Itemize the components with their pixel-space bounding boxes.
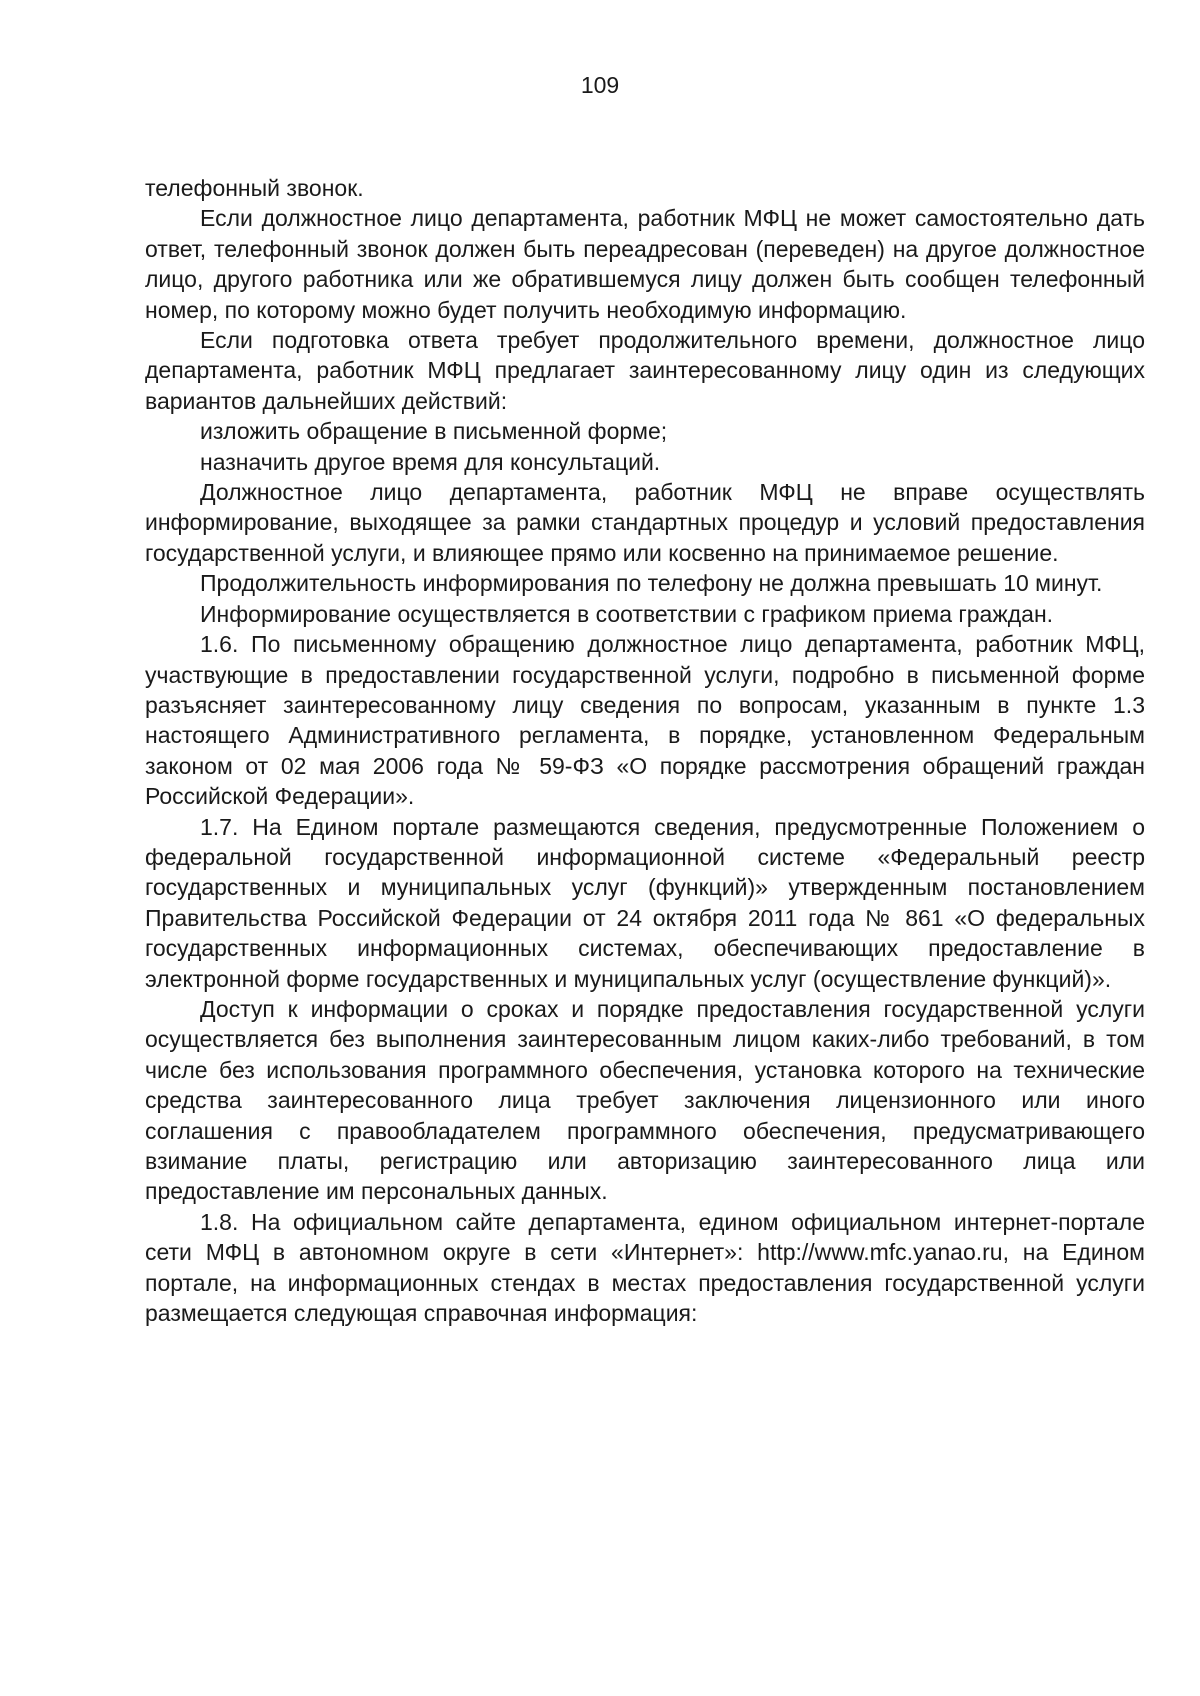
- paragraph-section-1-7: 1.7. На Едином портале размещаются сведения, предусмотренные Положением о федеральной государственной информационной системе «Федеральный реестр государственных и муниципальных услуг (функций)» утвержденным постановлением Правительства Российской Федерации от 24 октября 2011 года № 861 «О федеральных государственных информационных системах, обеспечивающих предоставление в электронной форме государственных и муниципальных услуг (осуществление функций)».: [145, 813, 1145, 992]
- paragraph-long-preparation: Если подготовка ответа требует продолжительного времени, должностное лицо департамента, работник МФЦ предлагает заинтересованному лицу один из следующих вариантов дальнейших действий:: [145, 327, 1145, 414]
- paragraph-option-written: изложить обращение в письменной форме;: [200, 418, 668, 445]
- paragraph-section-1-8: 1.8. На официальном сайте департамента, едином официальном интернет-портале сети МФЦ в автономном округе в сети «Интернет»: http://www.mfc.yanao.ru, на Едином портале, на информационных стендах в местах предоставления государственной услуги размещается следующая справочная информация:: [145, 1208, 1145, 1327]
- paragraph-call-duration: Продолжительность информирования по телефону не должна превышать 10 минут.: [200, 570, 1103, 597]
- paragraph-schedule: Информирование осуществляется в соответствии с графиком приема граждан.: [200, 600, 1054, 627]
- paragraph-free-access: Доступ к информации о сроках и порядке предоставления государственной услуги осуществляется без выполнения заинтересованным лицом каких-либо требований, в том числе без использования программного обеспечения, установка которого на технические средства заинтересованного лица требует заключения лицензионного или иного соглашения с правообладателем программного обеспечения, предусматривающего взимание платы, регистрацию или авторизацию заинтересованного лица или предоставление им персональных данных.: [145, 995, 1145, 1205]
- paragraph-no-beyond-standard: Должностное лицо департамента, работник МФЦ не вправе осуществлять информирование, выходящее за рамки стандартных процедур и условий предоставления государственной услуги, и влияющее прямо или косвенно на принимаемое решение.: [145, 479, 1145, 566]
- paragraph-option-reschedule: назначить другое время для консультаций.: [200, 448, 661, 475]
- paragraph-continuation: телефонный звонок.: [145, 175, 364, 201]
- paragraph-redirect-call: Если должностное лицо департамента, работник МФЦ не может самостоятельно дать ответ, телефонный звонок должен быть переадресован (переведен) на другое должностное лицо, другого работника или же обратившемуся лицу должен быть сообщен телефонный номер, по которому можно будет получить необходимую информацию.: [145, 205, 1145, 323]
- document-body: [145, 173, 1145, 1328]
- page-number: 109: [580, 72, 620, 98]
- paragraph-section-1-6: 1.6. По письменному обращению должностное лицо департамента, работник МФЦ, участвующие в предоставлении государственной услуги, подробно в письменной форме разъясняет заинтересованному лицу сведения по вопросам, указанным в пункте 1.3 настоящего Административного регламента, в порядке, установленном Федеральным законом от 02 мая 2006 года № 59-ФЗ «О порядке рассмотрения обращений граждан Российской Федерации».: [145, 631, 1145, 810]
